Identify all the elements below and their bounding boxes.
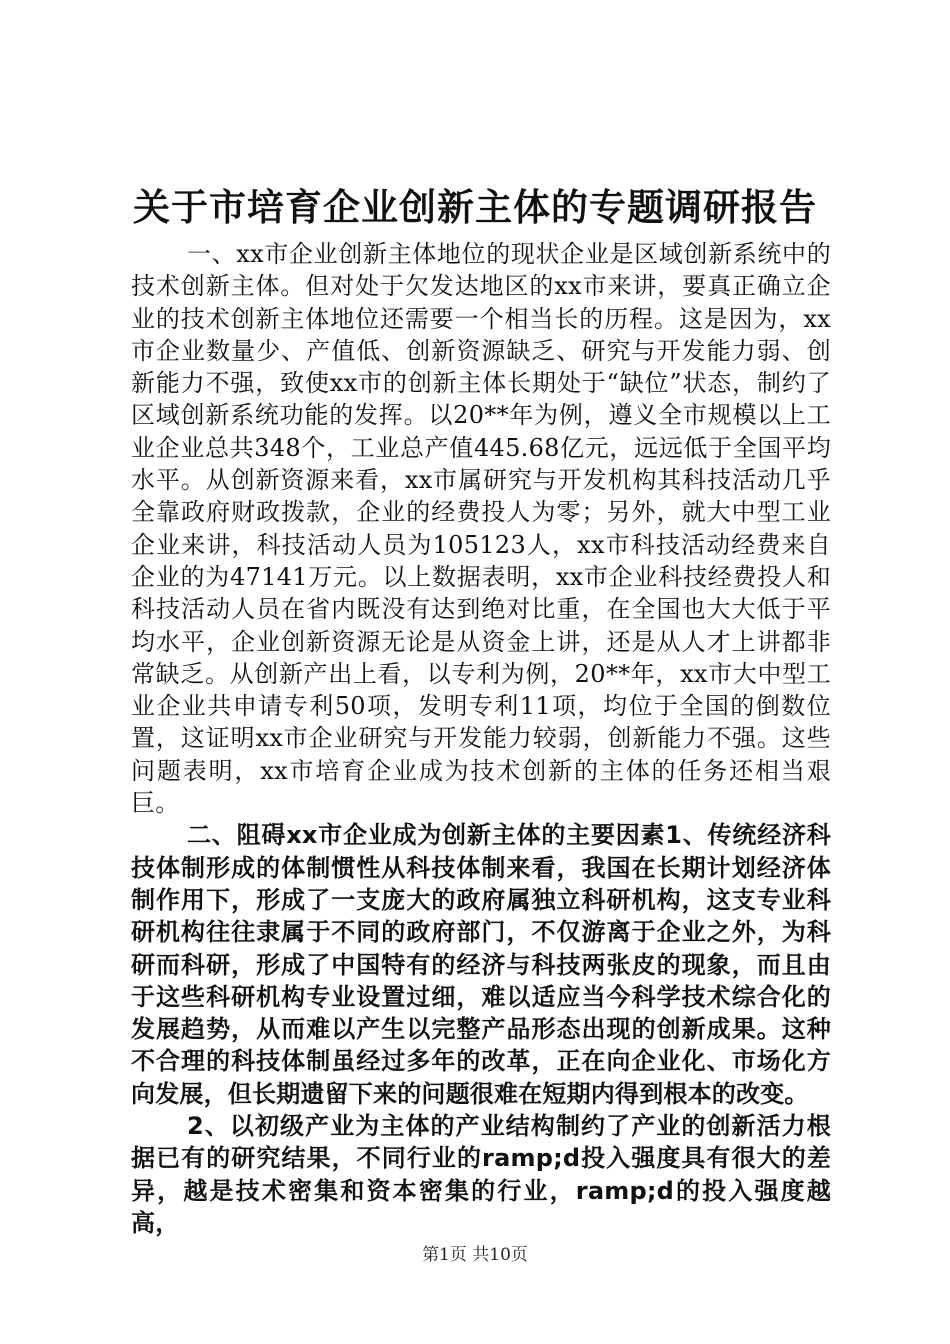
paragraph-obstacles: 二、阻碍xx市企业成为创新主体的主要因素1、传统经济科技体制形成的体制惯性从科技体制来看，我国在长期计划经济体制作用下，形成了一支庞大的政府属独立科研机构，这支专业科研机构往往隶属于不同的政府部门，不仅游离于企业之外，为科研而科研，形成了中国特有的经济与科技两张皮的现象，而且由于这些科研机构专业设置过细，难以适应当今科学技术综合化的发展趋势，从而难以产生以完整产品形态出现的创新成果。这种不合理的科技体制虽经过多年的改革，正在向企业化、市场化方向发展，但长期遗留下来的问题很难在短期内得到根本的改变。 <box>131 821 831 1108</box>
page-number-footer: 第1页 共10页 <box>422 1245 528 1265</box>
paragraph-status-quo: 一、xx市企业创新主体地位的现状企业是区域创新系统中的技术创新主体。但对处于欠发达地区的xx市来讲，要真正确立企业的技术创新主体地位还需要一个相当长的历程。这是因为，xx市企业数量少、产值低、创新资源缺乏、研究与开发能力弱、创新能力不强，致使xx市的创新主体长期处于“缺位”状态，制约了区域创新系统功能的发挥。以20**年为例，遵义全市规模以上工业企业总共348个，工业总产值445.68亿元，远远低于全国平均水平。从创新资源来看，xx市属研究与开发机构其科技活动几乎全靠政府财政拨款，企业的经费投人为零；另外，就大中型工业企业来讲，科技活动人员为105123人，xx市科技活动经费来自企业的为47141万元。以上数据表明，xx市企业科技经费投人和科技活动人员在省内既没有达到绝对比重，在全国也大大低于平均水平，企业创新资源无论是从资金上讲，还是从人才上讲都非常缺乏。从创新产出上看，以专利为例，20**年，xx市大中型工业企业共申请专利50项，发明专利11项，均位于全国的倒数位置，这证明xx市企业研究与开发能力较弱，创新能力不强。这些问题表明，xx市培育企业成为技术创新的主体的任务还相当艰巨。 <box>131 240 831 818</box>
document-body <box>131 238 831 1239</box>
paragraph-industry-structure: 2、以初级产业为主体的产业结构制约了产业的创新活力根据已有的研究结果，不同行业的ramp;d投入强度具有很大的差异，越是技术密集和资本密集的行业，ramp;d的投入强度越高， <box>131 1112 831 1237</box>
document-title: 关于市培育企业创新主体的专题调研报告 <box>133 186 817 229</box>
